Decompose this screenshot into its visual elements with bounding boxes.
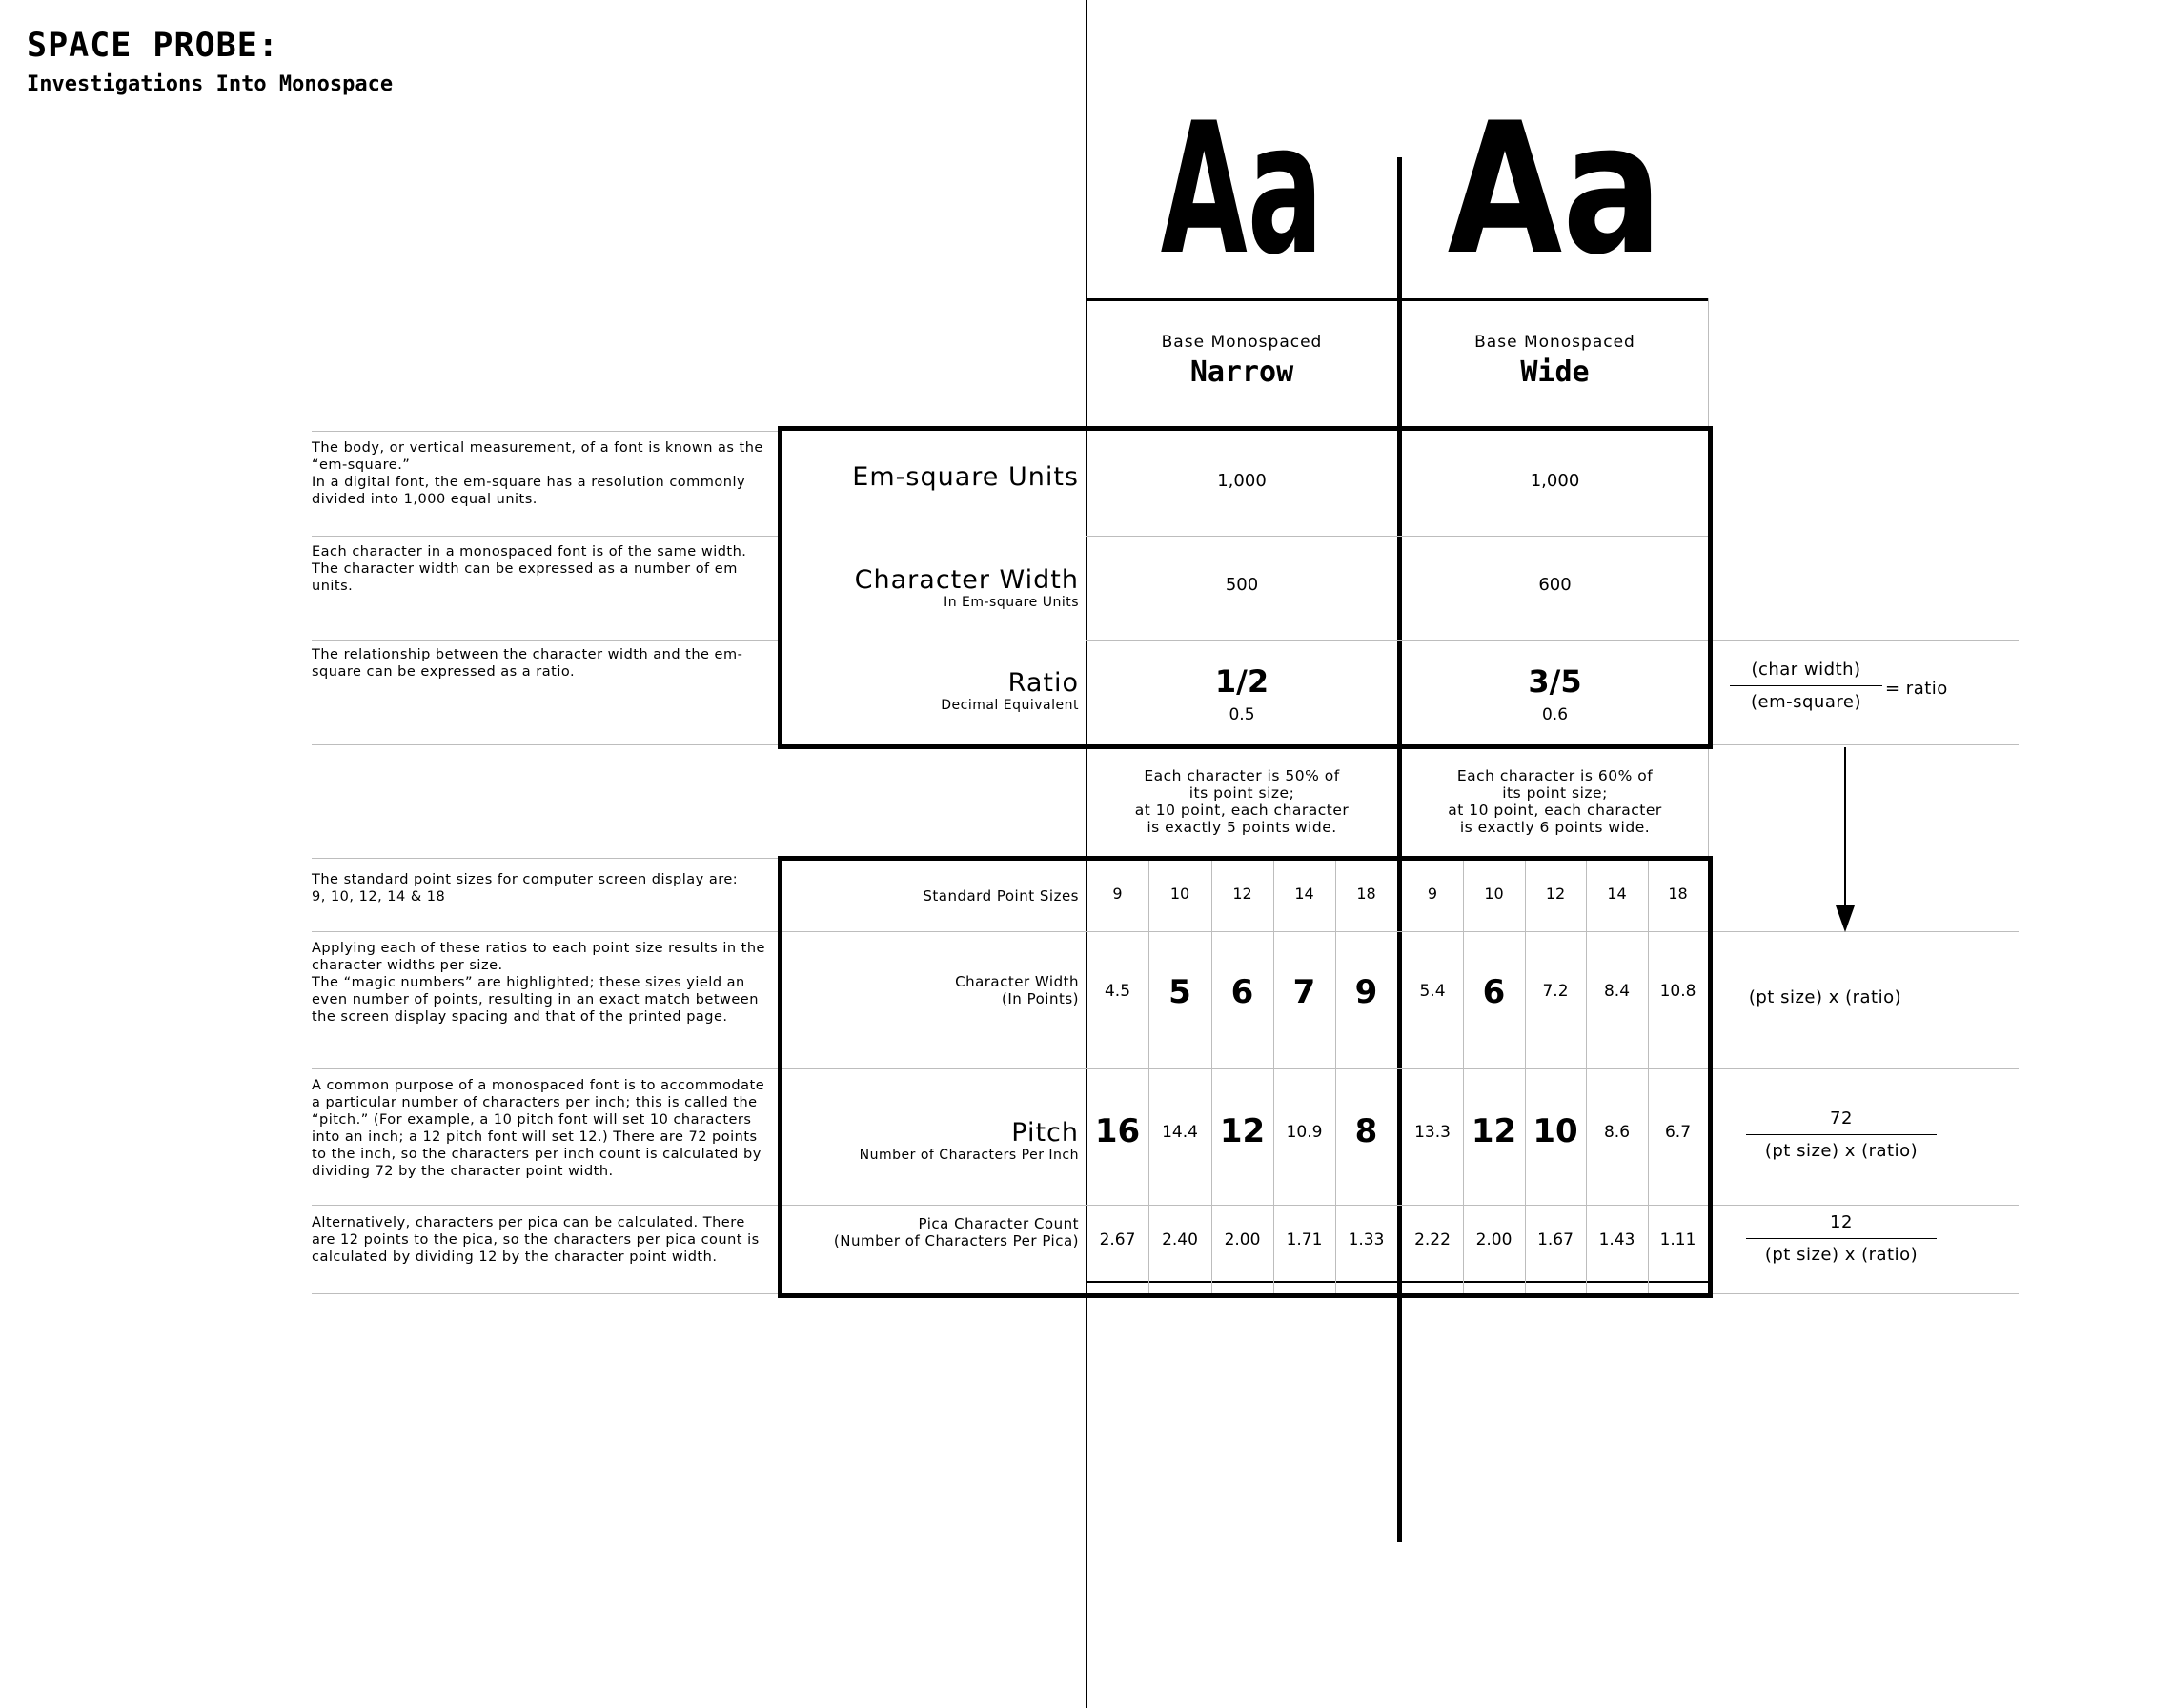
specimen-wide: Aa — [1447, 84, 1663, 295]
table-cell-pica-wide: 1.67 — [1537, 1230, 1574, 1250]
em-value-narrow: 1,000 — [1217, 471, 1267, 491]
specimen-narrow: Aa — [1160, 84, 1324, 295]
header-right-rule — [1708, 298, 1709, 426]
page-subtitle: Investigations Into Monospace — [27, 72, 394, 96]
label-mid: (In Points) — [1002, 990, 1079, 1007]
label-em-square — [852, 462, 1079, 492]
formula-ratio-eq: = ratio — [1885, 679, 1948, 699]
arrow-head-icon — [1836, 905, 1855, 934]
table-cell-pitch-narrow: 12 — [1219, 1112, 1266, 1150]
table-cell-widths-narrow: 7 — [1292, 973, 1316, 1011]
decimal-value-narrow: 0.5 — [1229, 705, 1255, 724]
label-mid: Character Width — [955, 973, 1079, 990]
label-main: Character Width — [854, 565, 1079, 595]
desc-pica: Alternatively, characters per pica can be calculated. There are 12 points to the pica, so the characters per pica count is calculated by dividing 12 by the character point width. — [312, 1215, 760, 1265]
row-rule — [312, 536, 779, 537]
table-cell-pitch-narrow: 8 — [1354, 1112, 1378, 1150]
table-cell-sizes-wide: 9 — [1427, 884, 1438, 903]
table-cell-pitch-wide: 12 — [1471, 1112, 1517, 1150]
desc-em-square: The body, or vertical measurement, of a font is known as the “em-square.” In a digital font, the em-square has a resolution commonly divided into 1,000 equal units. — [312, 440, 763, 507]
desc-char-width: Each character in a monospaced font is of the same width. The character width can be expressed as a number of em units. — [312, 544, 747, 594]
label-char-width — [855, 565, 1079, 610]
table-cell-widths-wide: 5.4 — [1419, 982, 1446, 1001]
table-cell-widths-narrow: 5 — [1168, 973, 1191, 1011]
column-header-wide — [1402, 333, 1708, 389]
formula-denominator: (pt size) x (ratio) — [1764, 1141, 1919, 1161]
column-header-small: Base Monospaced — [1161, 333, 1323, 352]
decimal-value-wide: 0.6 — [1541, 705, 1569, 724]
table-cell-sizes-narrow: 18 — [1356, 884, 1376, 903]
table-cell-sizes-narrow: 12 — [1232, 884, 1252, 903]
table-cell-pica-narrow: 1.33 — [1348, 1230, 1385, 1250]
table-cell-pitch-narrow: 16 — [1094, 1112, 1141, 1150]
column-header-small: Base Monospaced — [1474, 333, 1635, 352]
table-cell-widths-narrow: 4.5 — [1104, 982, 1131, 1001]
table-cell-pitch-narrow: 14.4 — [1162, 1123, 1198, 1142]
formula-numerator: 12 — [1830, 1212, 1853, 1232]
table-cell-sizes-narrow: 14 — [1294, 884, 1314, 903]
label-sub: Number of Characters Per Inch — [859, 1148, 1079, 1163]
table-cell-widths-wide: 6 — [1482, 973, 1506, 1011]
label-char-width-points — [955, 973, 1079, 1007]
row-rule — [312, 431, 779, 432]
row-rule — [312, 858, 779, 859]
note-wide: Each character is 60% of its point size; at 10 point, each character is exactly 6 points wide. — [1448, 767, 1662, 836]
table-cell-pitch-wide: 10 — [1533, 1112, 1578, 1150]
note-narrow: Each character is 50% of its point size; at 10 point, each character is exactly 5 points wide. — [1134, 767, 1350, 836]
ratio-value-narrow: 1/2 — [1214, 663, 1269, 700]
ratio-value-wide: 3/5 — [1528, 663, 1582, 700]
table-cell-pitch-wide: 13.3 — [1414, 1123, 1451, 1142]
desc-ratio: The relationship between the character width and the em-square can be expressed as a ratio. — [312, 647, 743, 680]
column-header-narrow — [1086, 333, 1397, 389]
formula-numerator: 72 — [1830, 1108, 1853, 1128]
label-pica — [834, 1215, 1079, 1250]
label-main: Ratio — [1007, 668, 1079, 698]
arrow-line — [1844, 747, 1846, 921]
table-cell-pitch-wide: 6.7 — [1664, 1123, 1692, 1142]
page-center-line — [1086, 0, 1087, 1708]
table-cell-pica-narrow: 1.71 — [1286, 1230, 1323, 1250]
table-cell-widths-narrow: 6 — [1230, 973, 1254, 1011]
table-cell-pica-narrow: 2.00 — [1224, 1230, 1261, 1250]
table-cell-sizes-narrow: 9 — [1112, 884, 1123, 903]
page-title: SPACE PROBE: — [27, 27, 279, 65]
label-mid: Pica Character Count — [918, 1215, 1079, 1232]
table-cell-widths-wide: 8.4 — [1603, 982, 1631, 1001]
table-cell-pitch-narrow: 10.9 — [1286, 1123, 1323, 1142]
table-cell-widths-wide: 10.8 — [1659, 982, 1696, 1001]
table-cell-widths-wide: 7.2 — [1542, 982, 1569, 1001]
table-cell-sizes-wide: 10 — [1484, 884, 1504, 903]
label-pitch — [860, 1118, 1079, 1163]
column-header-name: Wide — [1520, 356, 1590, 389]
formula-bar — [1746, 1134, 1937, 1135]
table-cell-sizes-wide: 14 — [1607, 884, 1627, 903]
table-cell-sizes-wide: 12 — [1545, 884, 1566, 903]
label-sub: Decimal Equivalent — [941, 698, 1079, 713]
label-sub: In Em-square Units — [944, 595, 1079, 610]
column-header-name: Narrow — [1189, 356, 1294, 389]
table-cell-pica-narrow: 2.67 — [1099, 1230, 1136, 1250]
desc-pitch: A common purpose of a monospaced font is to accommodate a particular number of characters per inch; this is called the “pitch.” (For example, a 10 pitch font will set 10 characters into an inch; a 12 pitch font will set 12.) There are 72 points to the inch, so the characters per inch count is calculated by dividing 72 by the character point width. — [312, 1078, 765, 1179]
table-cell-sizes-narrow: 10 — [1169, 884, 1190, 903]
formula-width: (pt size) x (ratio) — [1748, 987, 1902, 1007]
table-cell-pica-wide: 2.22 — [1414, 1230, 1451, 1250]
formula-denominator: (pt size) x (ratio) — [1764, 1245, 1919, 1265]
table-cell-pitch-wide: 8.6 — [1603, 1123, 1631, 1142]
label-ratio — [941, 668, 1079, 713]
em-value-wide: 1,000 — [1530, 471, 1580, 491]
width-value-narrow: 500 — [1225, 575, 1259, 595]
table-cell-pica-wide: 2.00 — [1475, 1230, 1513, 1250]
formula-ratio — [1730, 660, 1882, 712]
label-point-sizes — [923, 887, 1079, 905]
table-cell-sizes-wide: 18 — [1668, 884, 1688, 903]
formula-numerator: (char width) — [1751, 660, 1861, 680]
table-cell-pica-wide: 1.43 — [1598, 1230, 1635, 1250]
label-mid: Standard Point Sizes — [923, 887, 1079, 905]
label-main: Pitch — [1011, 1118, 1079, 1148]
table-cell-pica-wide: 1.11 — [1659, 1230, 1696, 1250]
formula-bar — [1746, 1238, 1937, 1239]
width-value-wide: 600 — [1538, 575, 1572, 595]
desc-point-sizes: The standard point sizes for computer screen display are: 9, 10, 12, 14 & 18 — [312, 872, 739, 905]
table-cell-pica-narrow: 2.40 — [1162, 1230, 1198, 1250]
desc-char-width-points: Applying each of these ratios to each point size results in the character widths per size. The “magic numbers” are highlighted; these sizes yield an even number of points, resulting in an exact match between the screen display spacing and that of the printed page. — [312, 941, 765, 1025]
formula-pica — [1746, 1212, 1937, 1265]
formula-bar — [1730, 685, 1882, 686]
label-main: Em-square Units — [852, 462, 1079, 492]
header-top-rule — [1086, 298, 1708, 301]
label-mid: (Number of Characters Per Pica) — [833, 1232, 1079, 1250]
notes-right-rule — [1708, 749, 1709, 856]
table-cell-widths-narrow: 9 — [1354, 973, 1378, 1011]
formula-pitch — [1746, 1108, 1937, 1161]
formula-denominator: (em-square) — [1751, 692, 1861, 712]
